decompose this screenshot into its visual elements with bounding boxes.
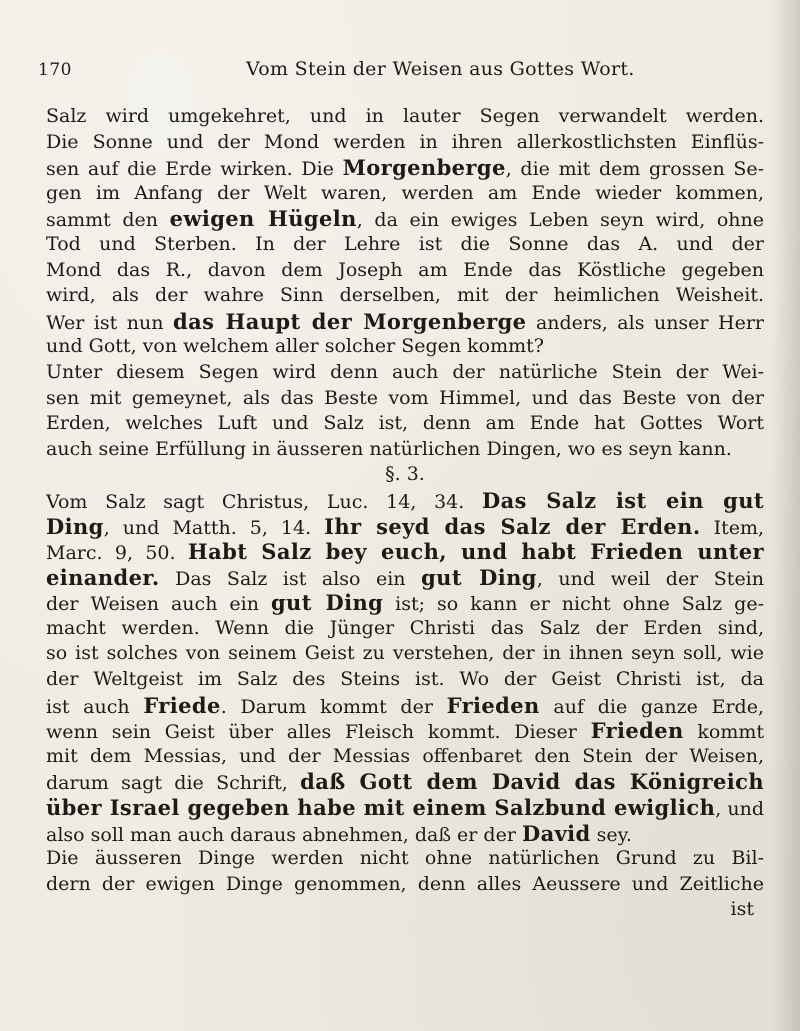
text-line xyxy=(46,514,764,540)
text-line xyxy=(46,437,764,463)
text-segment: Tod und Sterben. In der Lehre ist die Sonne das A. und der xyxy=(46,232,764,255)
text-line xyxy=(46,104,764,130)
text-line xyxy=(46,258,764,284)
text-line xyxy=(46,641,764,667)
text-line xyxy=(46,565,764,591)
text-segment: sen mit gemeynet, als das Beste vom Himmel, und das Beste von der xyxy=(46,386,764,409)
text-line xyxy=(46,693,764,719)
emphasized-text: über Israel gegeben habe mit einem Salzbund ewiglich xyxy=(46,795,716,821)
text-segment: Unter diesem Segen wird denn auch der natürliche Stein der Wei- xyxy=(46,360,764,383)
emphasized-text: Frieden xyxy=(446,692,540,718)
text-segment: so ist solches von seinem Geist zu verstehen, der in ihnen seyn soll, wie xyxy=(46,642,764,665)
text-segment: Mond das R., davon dem Joseph am Ende das Köstliche gegeben xyxy=(46,258,764,281)
text-segment: wenn sein Geist über alles Fleisch kommt. Dieser xyxy=(46,721,591,744)
page-number: 170 xyxy=(38,60,72,80)
text-segment: sey. xyxy=(590,823,632,846)
text-segment: macht werden. Wenn die Jünger Christi das Salz der Erden sind, xyxy=(46,616,764,639)
page-header xyxy=(38,56,758,84)
text-line xyxy=(46,872,764,898)
text-line xyxy=(46,667,764,693)
text-line xyxy=(46,155,764,181)
emphasized-text: das Haupt der Morgenberge xyxy=(173,308,527,334)
text-line xyxy=(46,232,764,258)
emphasized-text: Morgenberge xyxy=(342,155,506,181)
text-segment: , und xyxy=(715,798,764,821)
text-segment: §. 3. xyxy=(385,463,425,486)
text-line xyxy=(46,821,764,847)
text-line xyxy=(46,718,764,744)
emphasized-text: daß Gott dem David das Königreich xyxy=(300,769,764,795)
text-segment: auf die ganze Erde, xyxy=(539,695,764,718)
text-segment: Item, xyxy=(700,516,764,539)
text-segment: Das Salz ist also ein xyxy=(159,567,422,590)
text-segment: auch seine Erfüllung in äusseren natürlichen Dingen, wo es seyn kann. xyxy=(46,437,732,460)
text-segment: Vom Salz sagt Christus, Luc. 14, 34. xyxy=(46,490,482,513)
emphasized-text: einander. xyxy=(46,564,160,590)
text-segment: der Weltgeist im Salz des Steins ist. Wo der Geist Christi ist, da xyxy=(46,668,764,691)
text-line xyxy=(46,590,764,616)
text-segment: Die Sonne und der Mond werden in ihren allerkostlichsten Einflüs- xyxy=(46,130,764,153)
catchword xyxy=(46,897,764,923)
text-line xyxy=(46,386,764,412)
text-line xyxy=(46,334,764,360)
text-line xyxy=(46,539,764,565)
emphasized-text: gut Ding xyxy=(421,564,537,590)
text-segment: also soll man auch daraus abnehmen, daß er der xyxy=(46,823,522,846)
text-line xyxy=(46,181,764,207)
emphasized-text: ewigen Hügeln xyxy=(169,206,357,232)
text-segment: mit dem Messias, und der Messias offenbaret den Stein der Weisen, xyxy=(46,744,764,767)
text-line xyxy=(46,360,764,386)
text-line xyxy=(46,616,764,642)
text-segment: ist; so kann er nicht ohne Salz ge- xyxy=(383,593,764,616)
text-segment: , da ein ewiges Leben seyn wird, ohne xyxy=(356,209,764,232)
text-line xyxy=(46,206,764,232)
text-segment: ist auch xyxy=(46,695,144,718)
text-line xyxy=(46,795,764,821)
emphasized-text: Frieden xyxy=(590,718,684,744)
text-line xyxy=(46,488,764,514)
text-segment: wird, als der wahre Sinn derselben, mit der heimlichen Weisheit. xyxy=(46,284,764,307)
section-number xyxy=(46,462,764,488)
emphasized-text: Ding xyxy=(46,513,104,539)
text-segment: anders, als unser Herr xyxy=(526,311,764,334)
text-segment: , die mit dem grossen Se- xyxy=(505,158,764,181)
page-edge-shadow xyxy=(772,0,800,1031)
text-line xyxy=(46,309,764,335)
text-line xyxy=(46,411,764,437)
emphasized-text: Habt Salz bey euch, und habt Frieden unter xyxy=(187,539,764,565)
text-segment: Marc. 9, 50. xyxy=(46,542,188,565)
text-segment: der Weisen auch ein xyxy=(46,593,271,616)
text-segment: Salz wird umgekehret, und in lauter Segen verwandelt werden. xyxy=(46,105,764,127)
text-segment: darum sagt die Schrift, xyxy=(46,772,301,795)
text-line xyxy=(46,283,764,309)
text-segment: Die äusseren Dinge werden nicht ohne natürlichen Grund zu Bil- xyxy=(46,847,764,870)
text-line xyxy=(46,846,764,872)
emphasized-text: gut Ding xyxy=(270,590,384,616)
text-segment: gen im Anfang der Welt waren, werden am Ende wieder kommen, xyxy=(46,181,764,204)
text-segment: sen auf die Erde wirken. Die xyxy=(46,158,343,181)
text-segment: kommt xyxy=(683,721,764,744)
text-segment: sammt den xyxy=(46,209,170,232)
text-segment: . Darum kommt der xyxy=(220,695,447,718)
text-segment: Erden, welches Luft und Salz ist, denn am Ende hat Gottes Wort xyxy=(46,412,764,435)
text-segment: und Gott, von welchem aller solcher Segen kommt? xyxy=(46,335,544,358)
text-segment: dern der ewigen Dinge genommen, denn alles Aeussere und Zeitliche xyxy=(46,872,764,895)
text-segment: , und weil der Stein xyxy=(536,567,764,590)
running-head: Vom Stein der Weisen aus Gottes Wort. xyxy=(246,58,635,80)
emphasized-text: Das Salz ist ein gut xyxy=(482,487,764,513)
emphasized-text: Friede xyxy=(143,692,221,718)
text-line xyxy=(46,130,764,156)
text-segment: Wer ist nun xyxy=(46,311,173,334)
emphasized-text: David xyxy=(521,820,591,846)
text-line xyxy=(46,744,764,770)
emphasized-text: Ihr seyd das Salz der Erden. xyxy=(324,513,701,539)
body-text xyxy=(46,104,764,923)
text-line xyxy=(46,769,764,795)
text-segment: , und Matth. 5, 14. xyxy=(103,516,325,539)
text-segment: ist xyxy=(730,898,754,921)
